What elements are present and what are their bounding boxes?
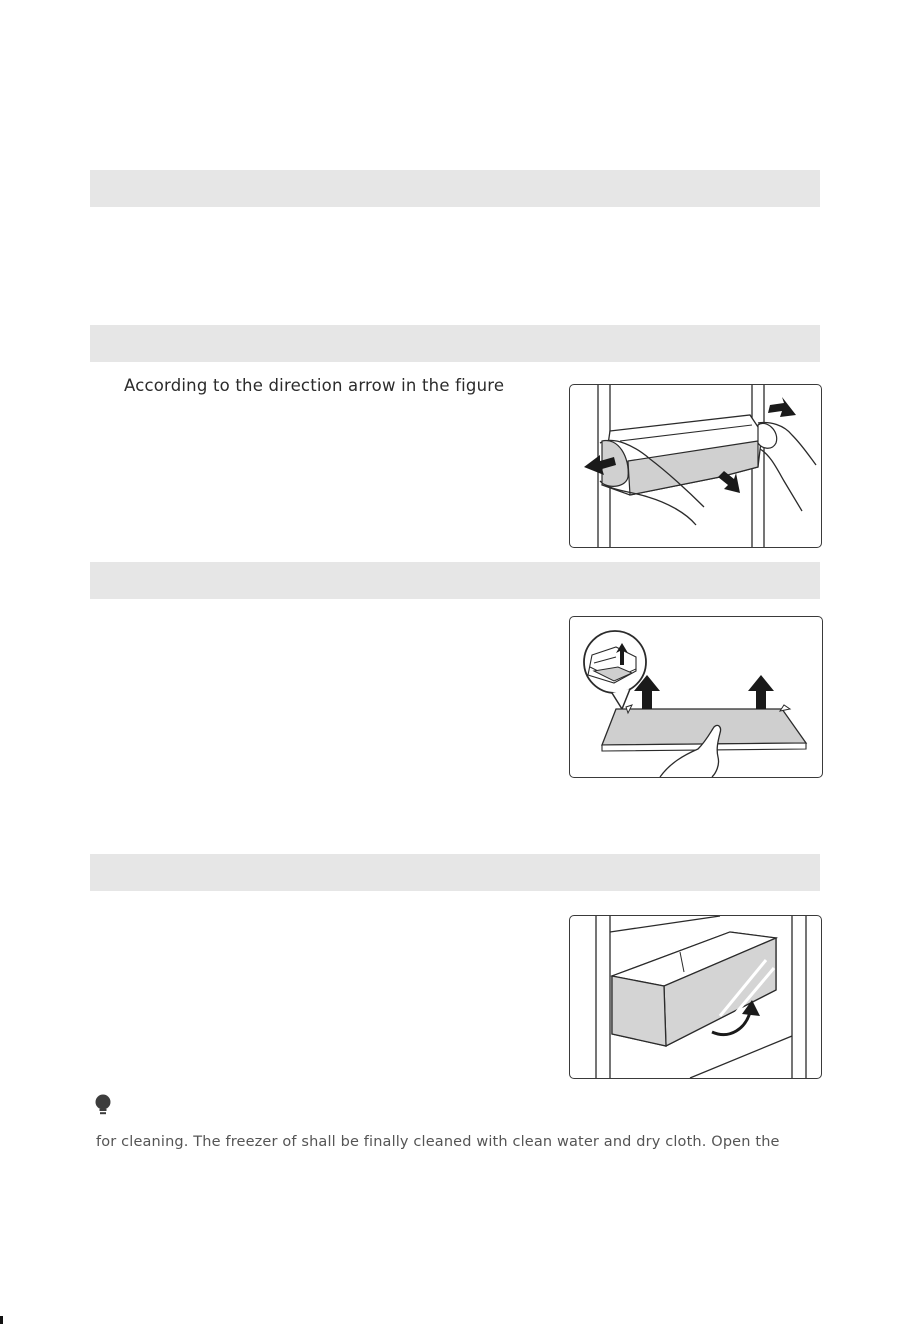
glass-shelf-removal-figure <box>569 616 823 778</box>
section-header-band-3 <box>90 562 820 599</box>
page-edge-mark <box>0 1316 3 1324</box>
cleaning-tip-text: for cleaning. The freezer of shall be finally cleaned with clean water and dry cloth. Open the <box>96 1134 780 1150</box>
lightbulb-icon <box>93 1094 113 1116</box>
door-shelf-instruction: According to the direction arrow in the figure <box>124 376 505 395</box>
section-header-band-1 <box>90 170 820 207</box>
section-header-band-4 <box>90 854 820 891</box>
door-shelf-removal-figure <box>569 384 822 548</box>
drawer-removal-figure <box>569 915 822 1079</box>
section-header-band-2 <box>90 325 820 362</box>
